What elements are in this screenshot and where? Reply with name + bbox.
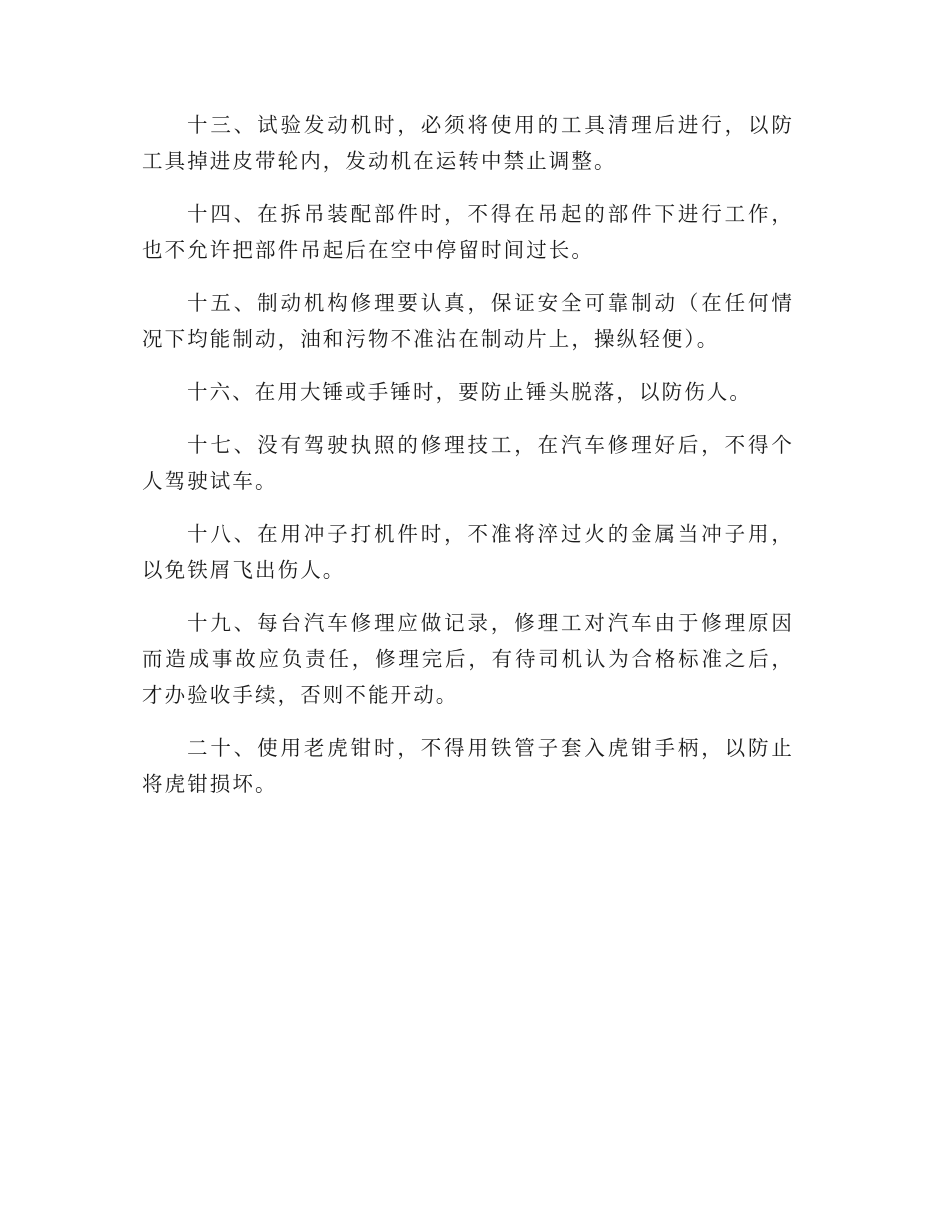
paragraph-14: 十四、在拆吊装配部件时，不得在吊起的部件下进行工作，也不允许把部件吊起后在空中停留时间过长。 (142, 202, 794, 262)
paragraph-16: 十六、在用大锤或手锤时，要防止锤头脱落，以防伤人。 (187, 380, 752, 404)
paragraph-18: 十八、在用冲子打机件时，不准将淬过火的金属当冲子用，以免铁屑飞出伤人。 (142, 522, 794, 582)
paragraph-20: 二十、使用老虎钳时，不得用铁管子套入虎钳手柄，以防止将虎钳损坏。 (142, 736, 794, 796)
paragraph-15: 十五、制动机构修理要认真，保证安全可靠制动（在任何情况下均能制动，油和污物不准沾在制动片上，操纵轻便）。 (142, 291, 794, 351)
paragraph-19: 十九、每台汽车修理应做记录，修理工对汽车由于修理原因而造成事故应负责任，修理完后，有待司机认为合格标准之后，才办验收手续，否则不能开动。 (142, 611, 794, 707)
document-body (142, 107, 794, 819)
paragraph-17: 十七、没有驾驶执照的修理技工，在汽车修理好后，不得个人驾驶试车。 (142, 433, 794, 493)
paragraph-13: 十三、试验发动机时，必须将使用的工具清理后进行，以防工具掉进皮带轮内，发动机在运转中禁止调整。 (142, 113, 794, 173)
